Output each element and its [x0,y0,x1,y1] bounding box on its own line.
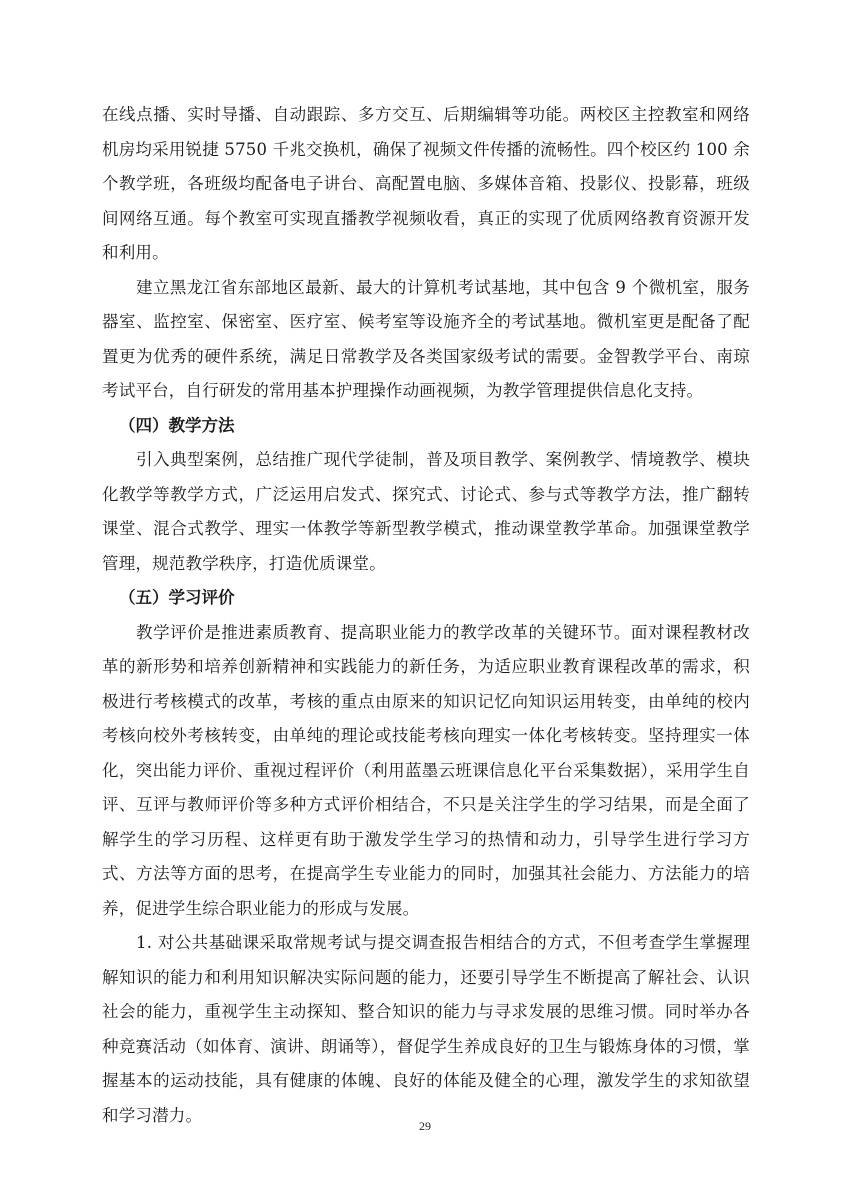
paragraph-network-infrastructure: 在线点播、实时导播、自动跟踪、多方交互、后期编辑等功能。两校区主控教室和网络机房均采用锐捷 5750 千兆交换机，确保了视频文件传播的流畅性。四个校区约 100 余个教学班，各班级均配备电子讲台、高配置电脑、多媒体音箱、投影仪、投影幕，班级间网络互通。每个教室可实现直播教学视频收看，真正的实现了优质网络教育资源开发和利用。 [102,105,750,262]
document-body [102,98,750,1133]
paragraph-public-courses-assessment: 1. 对公共基础课采取常规考试与提交调查报告相结合的方式，不但考查学生掌握理解知识的能力和利用知识解决实际问题的能力，还要引导学生不断提高了解社会、认识社会的能力，重视学生主动探知、整合知识的能力与寻求发展的思维习惯。同时举办各种竞赛活动（如体育、演讲、朗诵等），督促学生养成良好的卫生与锻炼身体的习惯，掌握基本的运动技能，具有健康的体魄、良好的体能及健全的心理，激发学生的求知欲望和学习潜力。 [102,933,750,1125]
section-heading-teaching-methods: （四）教学方法 [119,415,235,435]
section-heading-learning-evaluation: （五）学习评价 [119,588,235,607]
paragraph-learning-evaluation: 教学评价是推进素质教育、提高职业能力的教学改革的关键环节。面对课程教材改革的新形势和培养创新精神和实践能力的新任务，为适应职业教育课程改革的需求，积极进行考核模式的改革，考核的重点由原来的知识记忆向知识运用转变，由单纯的校内考核向校外考核转变，由单纯的理论或技能考核向理实一体化考核转变。坚持理实一体化，突出能力评价、重视过程评价（利用蓝墨云班课信息化平台采集数据），采用学生自评、互评与教师评价等多种方式评价相结合，不只是关注学生的学习结果，而是全面了解学生的学习历程、这样更有助于激发学生学习的热情和动力，引导学生进行学习方式、方法等方面的思考，在提高学生专业能力的同时，加强其社会能力、方法能力的培养，促进学生综合职业能力的形成与发展。 [102,622,750,918]
paragraph-computer-exam-base: 建立黑龙江省东部地区最新、最大的计算机考试基地，其中包含 9 个微机室，服务器室、监控室、保密室、医疗室、候考室等设施齐全的考试基地。微机室更是配备了配置更为优秀的硬件系统，满足日常教学及各类国家级考试的需要。金智教学平台、南琼考试平台，自行研发的常用基本护理操作动画视频，为教学管理提供信息化支持。 [102,277,750,400]
paragraph-teaching-methods: 引入典型案例，总结推广现代学徒制，普及项目教学、案例教学、情境教学、模块化教学等教学方式，广泛运用启发式、探究式、讨论式、参与式等教学方法，推广翻转课堂、混合式教学、理实一体教学等新型教学模式，推动课堂教学革命。加强课堂教学管理，规范教学秩序，打造优质课堂。 [102,450,750,573]
page-number: 29 [419,1119,431,1133]
